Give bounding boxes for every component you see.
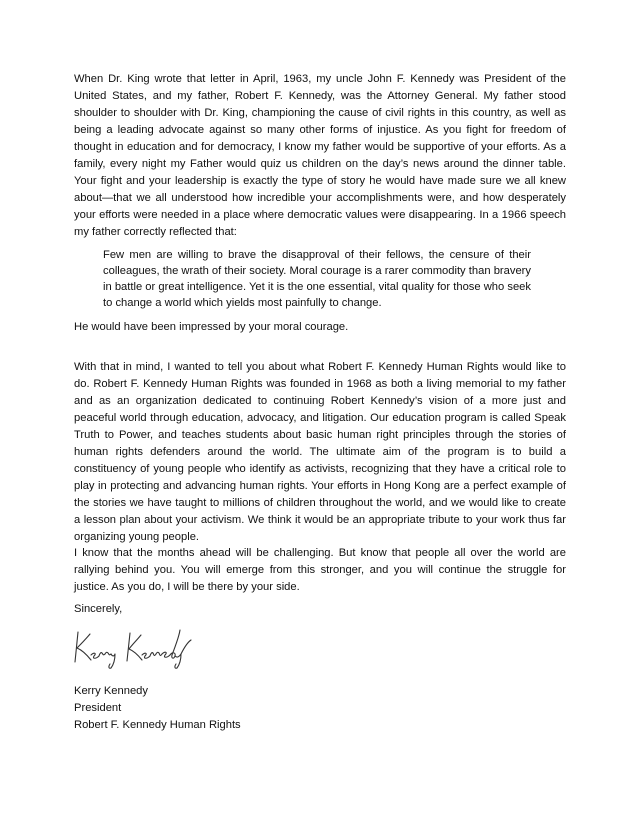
letter-paragraph-2: He would have been impressed by your moral courage. [74,321,349,333]
letter-paragraph-1: When Dr. King wrote that letter in April, 1963, my uncle John F. Kennedy was President of the United States, and my father, Robert F. Kennedy, was the Attorney General. My father stood shoulder to shoulder with Dr. King, championing the cause of civil rights in this country, as well as being a leading advocate against so many other forms of injustice. As you fight for freedom of thought in education and for democracy, I know my father would be supportive of your efforts. As a family, every night my Father would quiz us children on the day’s news around the dinner table. Your fight and your leadership is exactly the type of story he would have made sure we all knew about—that we all understood how incredible your accomplishments were, and how desperately your efforts were needed in a place where democratic values were disappearing. In a 1966 speech my father correctly reflected that: [74,73,566,238]
quoted-speech: Few men are willing to brave the disapproval of their fellows, the censure of their colleagues, the wrath of their society. Moral courage is a rarer commodity than bravery in battle or great intelligence. Yet it is the one essential, vital quality for those who seek to change a world which yields most painfully to change. [103,249,531,310]
signer-title: President [74,702,122,714]
signer-organization: Robert F. Kennedy Human Rights [74,719,241,731]
letter-closing: Sincerely, [74,603,123,615]
signer-name: Kerry Kennedy [74,685,149,697]
letter-paragraph-3: With that in mind, I wanted to tell you about what Robert F. Kennedy Human Rights would like to do. Robert F. Kennedy Human Rights was founded in 1968 as both a living memorial to my father and as an organization dedicated to continuing Robert Kennedy’s vision of a more just and peaceful world through education, advocacy, and litigation. Our education program is called Speak Truth to Power, and teaches students about basic human right principles through the stories of human rights defenders around the world. The ultimate aim of the program is to build a constituency of young people who identify as activists, recognizing that they have a critical role to play in protecting and advancing human rights. Your efforts in Hong Kong are a perfect example of the stories we have taught to millions of children throughout the world, and we would like to create a lesson plan about your activism. We think it would be an appropriate tribute to your work thus far organizing young people. [74,361,566,543]
letter-paragraph-4: I know that the months ahead will be challenging. But know that people all over the world are rallying behind you. You will emerge from this stronger, and you will continue the struggle for justice. As you do, I will be there by your side. [74,547,566,593]
handwritten-signature [72,622,194,670]
